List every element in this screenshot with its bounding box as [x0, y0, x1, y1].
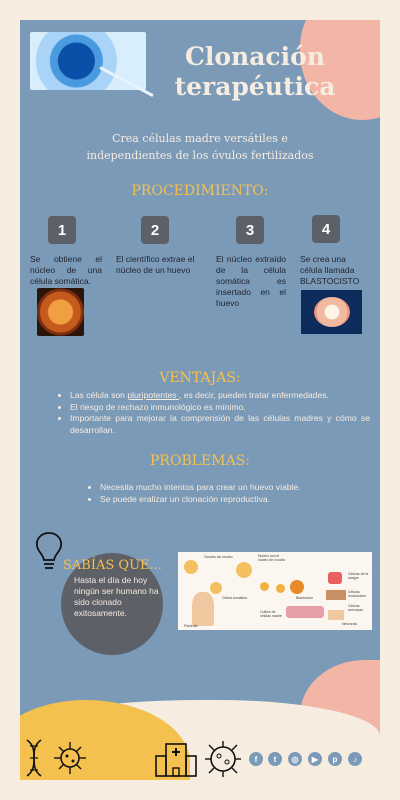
virus-icon	[52, 738, 88, 778]
hospital-icon	[154, 740, 198, 778]
step-2-text: El científico extrae el núcleo de un huevo	[116, 254, 195, 275]
fun-fact-text: Hasta el día de hoy ningún ser humano ha sido clonado exitosamente.	[74, 575, 159, 618]
subtitle: Crea células madre versátiles e independientes de los óvulos fertilizados	[86, 132, 314, 162]
list-item: • El riesgo de rechazo inmunológico es mínimo.	[70, 402, 370, 414]
list-item: • Necesita mucho intentos para crear un huevo viable.	[100, 482, 360, 494]
ventajas-title: VENTAJAS:	[159, 370, 241, 386]
blastocyst-image	[301, 290, 362, 334]
tiktok-icon[interactable]: ♪	[348, 752, 362, 766]
procedimiento-title: PROCEDIMIENTO:	[131, 183, 269, 199]
somatic-cell-image	[37, 288, 84, 336]
lightbulb-icon	[33, 530, 65, 575]
pinterest-icon[interactable]: p	[328, 752, 342, 766]
fun-fact-title: SABÍAS QUE...	[63, 558, 162, 573]
step-1-number: 1	[48, 216, 76, 244]
step-4-number: 4	[312, 215, 340, 243]
egg-injection-image	[30, 32, 146, 90]
youtube-icon[interactable]: ▶	[308, 752, 322, 766]
problemas-title: PROBLEMAS:	[150, 453, 250, 469]
step-2-number: 2	[141, 216, 169, 244]
pluripotentes-link[interactable]: pluripotentes	[127, 390, 179, 400]
step-3-number: 3	[236, 216, 264, 244]
coronavirus-icon	[202, 738, 244, 780]
dna-icon	[25, 738, 43, 778]
infographic-panel	[20, 20, 380, 780]
problemas-list	[88, 482, 360, 505]
step-4-text: Se crea una célula llamada BLASTOCISTO	[300, 254, 360, 286]
step-3-text: El núcleo extraído de la célula somática es insertado en el huevo	[216, 254, 286, 308]
cloning-process-diagram: Ovocito sin núcleo Núcleo con el núcleo de ovocito Célula somática Blastocisto Cultivo de células madre Células de la sangre Células musculares Células nerviosas Paciente Neuronas	[178, 552, 372, 630]
facebook-icon[interactable]: f	[249, 752, 263, 766]
list-item: • Se puede eralizar un clonación reproductiva.	[100, 494, 360, 506]
page-title: Clonación terapéutica	[174, 42, 336, 101]
list-item: • Importante para mejorar la comprensión de las células madres y cómo se desarrollan.	[70, 413, 370, 436]
step-1-text: Se obtiene el núcleo de una célula somática.	[30, 254, 102, 286]
ventajas-list	[58, 390, 370, 436]
list-item: • Las célula son pluripotentes , es decir, pueden tratar enfermedades.	[70, 390, 370, 402]
twitter-icon[interactable]: t	[268, 752, 282, 766]
instagram-icon[interactable]: ◎	[288, 752, 302, 766]
